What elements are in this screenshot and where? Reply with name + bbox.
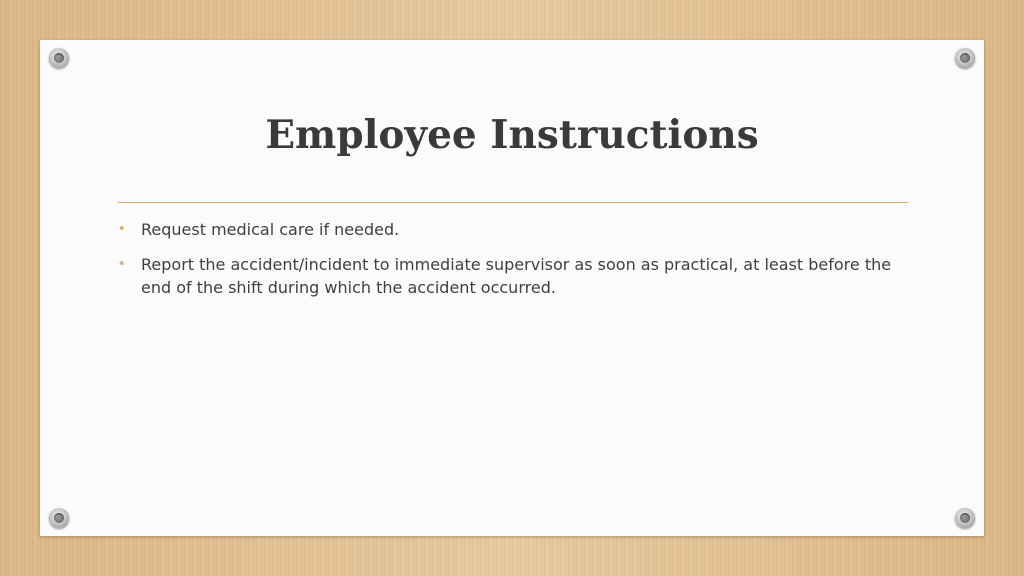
screw-icon xyxy=(955,508,975,528)
slide-title: Employee Instructions xyxy=(265,112,759,158)
screw-icon xyxy=(49,48,69,68)
bullet-list xyxy=(118,218,898,311)
slide-board xyxy=(40,40,984,536)
bullet-icon: • xyxy=(118,222,126,237)
bullet-item xyxy=(118,218,898,241)
bullet-text: Report the accident/incident to immediate supervisor as soon as practical, at least before the end of the shift during which the accident occurred. xyxy=(141,255,892,297)
title-divider xyxy=(118,202,908,203)
screw-icon xyxy=(955,48,975,68)
screw-icon xyxy=(49,508,69,528)
bullet-item xyxy=(118,253,898,299)
bullet-icon: • xyxy=(118,257,126,272)
bullet-text: Request medical care if needed. xyxy=(141,220,400,239)
